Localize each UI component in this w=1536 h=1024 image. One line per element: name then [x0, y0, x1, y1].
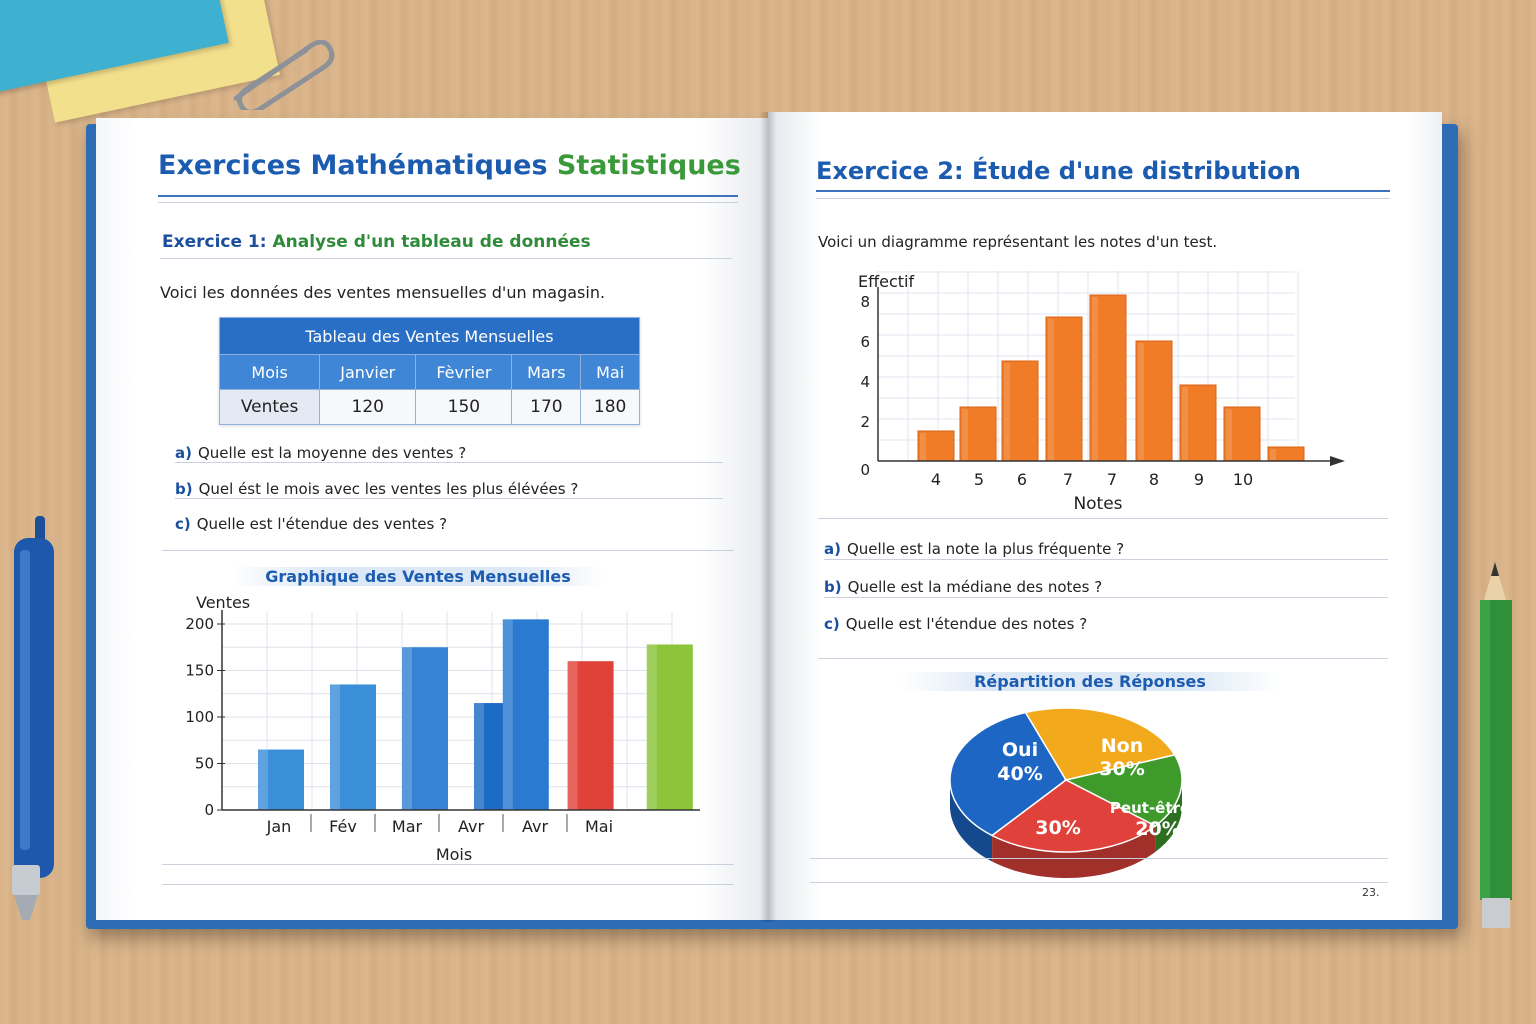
- question-text: Quelle est l'étendue des ventes ?: [196, 515, 448, 533]
- question-text: Quel ést le mois avec les ventes les plus élévées ?: [198, 480, 579, 498]
- exercise2-intro: Voici un diagramme représentant les notes d'un test.: [818, 233, 1218, 251]
- title-main: Exercices Mathématiques: [158, 150, 548, 181]
- x-tick-label: Jan: [266, 817, 292, 836]
- pie-chart-title: Répartition des Réponses: [900, 672, 1280, 691]
- question-c: [824, 615, 1087, 633]
- table-header: Mai: [581, 355, 640, 390]
- pie-slice-value: 30%: [1035, 817, 1081, 839]
- x-tick-label: Mar: [391, 817, 423, 836]
- question-a: [175, 444, 466, 462]
- bar-highlight: [258, 750, 268, 810]
- exercise1-label: Exercice 1:: [162, 232, 267, 252]
- paperclip-icon: [220, 40, 350, 110]
- table-caption: Tableau des Ventes Mensuelles: [220, 318, 640, 355]
- notes-histogram: [840, 265, 1360, 517]
- y-tick-label: 2: [860, 413, 870, 431]
- bar-highlight: [330, 684, 340, 810]
- bar-highlight: [962, 409, 968, 461]
- x-axis-label: Mois: [435, 845, 473, 864]
- bar-highlight: [402, 647, 412, 810]
- exercise1-intro: Voici les données des ventes mensuelles d'un magasin.: [160, 283, 606, 302]
- answer-line: [175, 462, 723, 463]
- x-axis-label: Notes: [1073, 494, 1123, 514]
- answer-line: [824, 597, 1388, 598]
- y-tick-label: 0: [204, 801, 214, 819]
- bar-highlight: [647, 644, 657, 810]
- table-header: Mois: [220, 355, 320, 390]
- x-tick-label: 10: [1232, 470, 1254, 489]
- pie-slice-label: Non: [1100, 735, 1144, 757]
- x-axis-arrow: [1330, 456, 1345, 466]
- table-header: Mars: [512, 355, 581, 390]
- x-tick-label: 7: [1106, 470, 1118, 489]
- bar-highlight: [568, 661, 578, 810]
- y-tick-label: 6: [860, 333, 870, 351]
- bar-highlight: [1092, 297, 1098, 461]
- table-cell: 170: [512, 390, 581, 425]
- question-letter: b): [175, 480, 193, 498]
- divider: [818, 658, 1388, 659]
- question-text: Quelle est la note la plus fréquente ?: [846, 540, 1125, 558]
- title-underline: [816, 190, 1390, 192]
- sales-bar-chart: [180, 588, 700, 868]
- x-tick-label: Fév: [329, 817, 357, 836]
- bar-highlight: [1048, 319, 1054, 461]
- answer-line: [810, 858, 1388, 859]
- responses-pie-chart: [940, 700, 1210, 900]
- green-pencil-icon: [1470, 560, 1520, 940]
- answer-line: [824, 559, 1388, 560]
- divider: [160, 258, 732, 259]
- pie-slice-value: 40%: [997, 763, 1043, 785]
- bar-highlight: [1138, 343, 1144, 461]
- bar-highlight: [1226, 409, 1232, 461]
- question-c: [175, 515, 447, 533]
- answer-line: [162, 884, 734, 885]
- table-header: Fèvrier: [416, 355, 512, 390]
- y-tick-label: 200: [185, 615, 214, 633]
- exercise2-title: Exercice 2: Étude d'une distribution: [816, 157, 1301, 185]
- divider: [162, 550, 734, 551]
- page-number: 23.: [1362, 886, 1380, 899]
- y-axis-label: Ventes: [196, 593, 251, 612]
- page-title: [158, 150, 741, 181]
- divider: [818, 518, 1388, 519]
- y-tick-label: 4: [860, 373, 870, 391]
- x-tick-label: Avr: [457, 817, 485, 836]
- question-a: [824, 540, 1124, 558]
- question-letter: b): [824, 578, 842, 596]
- pie-slice-label: Peut-être: [1109, 799, 1191, 817]
- y-tick-label: 50: [194, 754, 214, 773]
- exercise1-title: Analyse d'un tableau de données: [272, 232, 591, 252]
- bar-highlight: [1270, 449, 1276, 461]
- bar-highlight: [1182, 387, 1188, 461]
- question-text: Quelle est la moyenne des ventes ?: [197, 444, 467, 462]
- answer-line: [810, 882, 1388, 883]
- question-b: [175, 480, 578, 498]
- answer-line: [162, 864, 734, 865]
- divider: [816, 198, 1390, 199]
- answer-line: [175, 498, 723, 499]
- divider: [158, 202, 738, 203]
- bar-highlight: [1004, 363, 1010, 461]
- x-tick-label: 8: [1148, 470, 1160, 489]
- bar-highlight: [920, 433, 926, 461]
- question-letter: a): [175, 444, 192, 462]
- x-tick-label: 9: [1193, 470, 1205, 489]
- title-underline: [158, 195, 738, 197]
- pie-slice-label: Oui: [1001, 739, 1039, 761]
- book-gutter: [760, 112, 776, 922]
- question-letter: c): [824, 615, 840, 633]
- x-tick-label: Mai: [584, 817, 614, 836]
- exercise1-heading: [162, 232, 591, 252]
- question-letter: c): [175, 515, 191, 533]
- blue-pen-icon: [0, 510, 70, 930]
- table-header: Janvier: [320, 355, 416, 390]
- x-tick-label: 6: [1016, 470, 1028, 489]
- title-accent: Statistiques: [556, 150, 741, 181]
- bar-highlight: [503, 619, 513, 810]
- question-text: Quelle est l'étendue des notes ?: [845, 615, 1088, 633]
- y-tick-label: 150: [185, 661, 214, 680]
- sales-table: [219, 317, 640, 425]
- table-cell: 120: [320, 390, 416, 425]
- x-tick-label: 7: [1062, 470, 1074, 489]
- x-tick-label: 5: [973, 470, 985, 489]
- y-tick-label: 0: [860, 461, 870, 479]
- x-tick-label: Avr: [521, 817, 549, 836]
- table-cell: Ventes: [220, 390, 320, 425]
- pie-slice-value: 30%: [1099, 758, 1145, 780]
- y-axis-label: Effectif: [858, 272, 915, 291]
- y-tick-label: 8: [860, 293, 870, 311]
- question-text: Quelle est la médiane des notes ?: [847, 578, 1103, 596]
- table-cell: 150: [416, 390, 512, 425]
- question-letter: a): [824, 540, 841, 558]
- x-tick-label: 4: [930, 470, 942, 489]
- table-cell: 180: [581, 390, 640, 425]
- bar-highlight: [474, 703, 484, 810]
- y-tick-label: 100: [185, 708, 214, 726]
- question-b: [824, 578, 1102, 596]
- pie-slice-value: 20%: [1135, 818, 1181, 840]
- sales-chart-title: Graphique des Ventes Mensuelles: [230, 567, 606, 586]
